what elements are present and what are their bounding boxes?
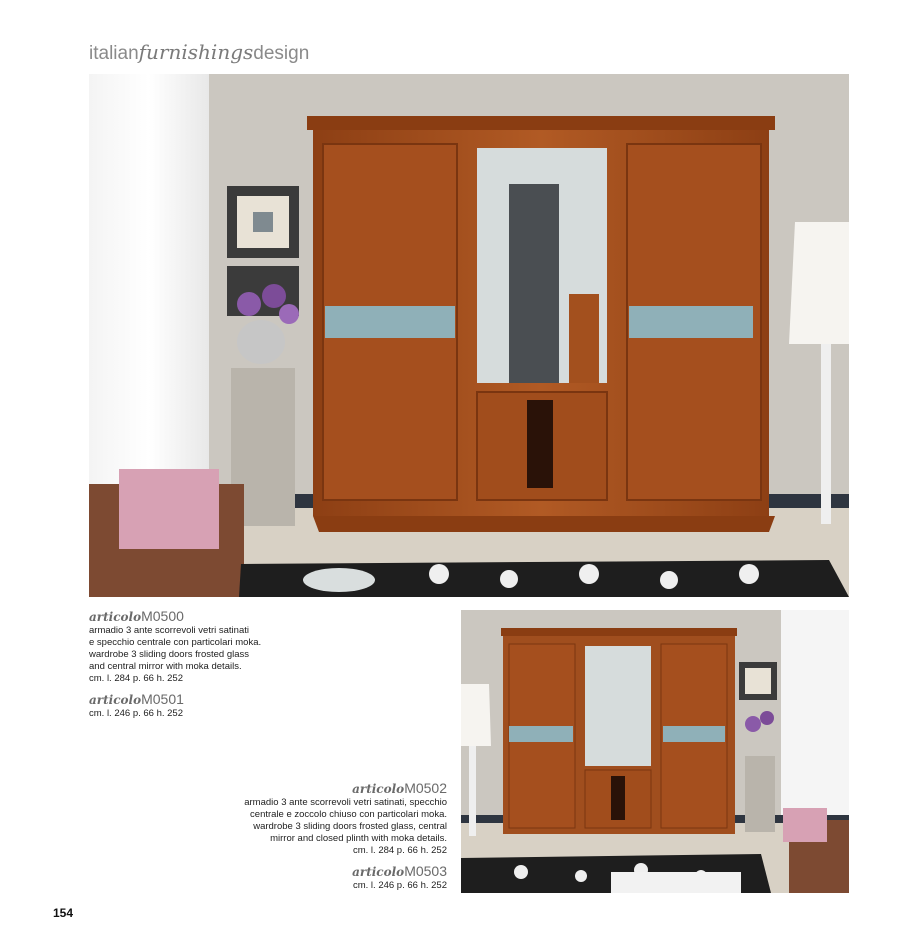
articolo-label: articolo <box>89 693 142 707</box>
articolo-label: articolo <box>352 782 405 796</box>
caption-line: centrale e zoccolo chiuso con particolari moka. <box>250 809 447 820</box>
caption-line: wardrobe 3 sliding doors frosted glass <box>89 649 250 660</box>
main-product-photo <box>89 74 849 597</box>
articolo-label: articolo <box>89 610 142 624</box>
product-code: M0503 <box>404 863 447 879</box>
caption-line: wardrobe 3 sliding doors frosted glass, central <box>253 821 447 832</box>
caption-m0502 <box>190 782 447 892</box>
page-number: 154 <box>53 906 74 920</box>
wardrobe-scene-small <box>461 610 849 893</box>
caption-line: and central mirror with moka details. <box>89 661 242 672</box>
product-code: M0502 <box>404 780 447 796</box>
brand-header-italian: italian <box>89 43 139 64</box>
caption-line: armadio 3 ante scorrevoli vetri satinati <box>89 625 249 636</box>
secondary-product-photo <box>461 610 849 893</box>
wardrobe-scene-large <box>89 74 849 597</box>
brand-header-furnishings: furnishings <box>138 40 254 64</box>
caption-line: armadio 3 ante scorrevoli vetri satinati, specchio <box>244 797 447 808</box>
caption-dimensions: cm. l. 284 p. 66 h. 252 <box>352 845 447 856</box>
brand-header <box>89 40 309 65</box>
caption-line: e specchio centrale con particolari moka. <box>89 637 262 648</box>
caption-dimensions: cm. l. 246 p. 66 h. 252 <box>89 708 184 719</box>
product-code: M0500 <box>141 608 184 624</box>
caption-m0500 <box>89 610 349 720</box>
caption-line: mirror and closed plinth with moka details. <box>270 833 447 844</box>
brand-header-design: design <box>253 43 310 64</box>
product-code: M0501 <box>141 691 184 707</box>
articolo-label: articolo <box>352 865 405 879</box>
caption-dimensions: cm. l. 284 p. 66 h. 252 <box>89 673 184 684</box>
caption-dimensions: cm. l. 246 p. 66 h. 252 <box>352 880 447 891</box>
